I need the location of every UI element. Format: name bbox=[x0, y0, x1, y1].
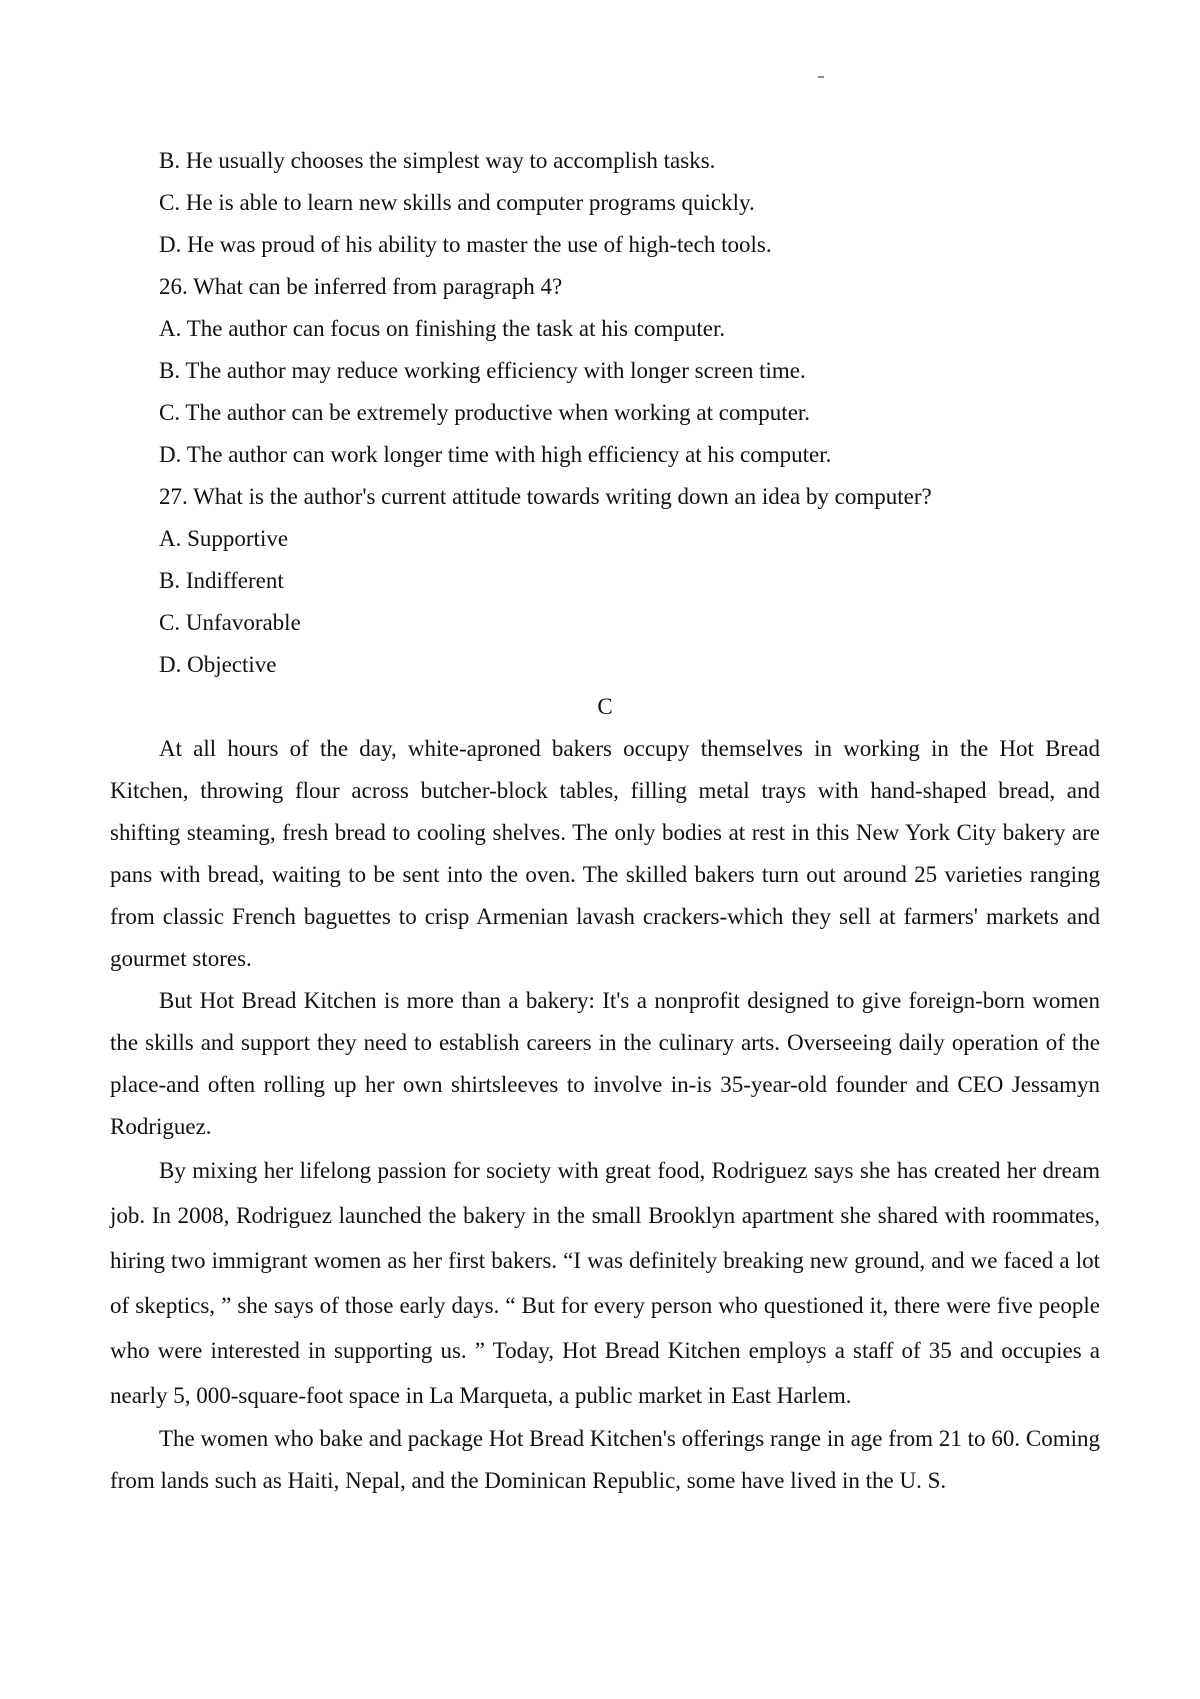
page-content bbox=[110, 140, 1100, 1502]
q26-option-b: B. The author may reduce working efficiency with longer screen time. bbox=[159, 358, 806, 383]
passage-section-letter: C bbox=[597, 694, 613, 719]
passage-paragraph-3: By mixing her lifelong passion for society with great food, Rodriguez says she has created her dream job. In 2008, Rodriguez launched the bakery in the small Brooklyn apartment she shared with roommates, hiring two immigrant women as her first bakers. “I was definitely breaking new ground, and we faced a lot of skeptics, ” she says of those early days. “ But for every person who questioned it, there were five people who were interested in supporting us. ” Today, Hot Bread Kitchen employs a staff of 35 and occupies a nearly 5, 000-square-foot space in La Marqueta, a public market in East Harlem. bbox=[110, 1158, 1100, 1408]
q27-stem: 27. What is the author's current attitude towards writing down an idea by computer? bbox=[159, 484, 932, 509]
q26-option-d: D. The author can work longer time with high efficiency at his computer. bbox=[159, 442, 832, 467]
q27-option-c: C. Unfavorable bbox=[159, 610, 301, 635]
q26-stem: 26. What can be inferred from paragraph 4? bbox=[159, 274, 563, 299]
scan-mark bbox=[818, 76, 824, 78]
passage-paragraph-4: The women who bake and package Hot Bread Kitchen's offerings range in age from 21 to 60. Coming from lands such as Haiti, Nepal, and the Dominican Republic, some have lived in the U. S. bbox=[110, 1426, 1100, 1493]
q27-option-d: D. Objective bbox=[159, 652, 277, 677]
q25-option-c: C. He is able to learn new skills and computer programs quickly. bbox=[159, 190, 755, 215]
q25-option-b: B. He usually chooses the simplest way to accomplish tasks. bbox=[159, 148, 716, 173]
passage-paragraph-2: But Hot Bread Kitchen is more than a bakery: It's a nonprofit designed to give foreign-born women the skills and support they need to establish careers in the culinary arts. Overseeing daily operation of the place-and often rolling up her own shirtsleeves to involve in-is 35-year-old founder and CEO Jessamyn Rodriguez. bbox=[110, 988, 1100, 1139]
passage-paragraph-1: At all hours of the day, white-aproned bakers occupy themselves in working in the Hot Bread Kitchen, throwing flour across butcher-block tables, filling metal trays with hand-shaped bread, and shifting steaming, fresh bread to cooling shelves. The only bodies at rest in this New York City bakery are pans with bread, waiting to be sent into the oven. The skilled bakers turn out around 25 varieties ranging from classic French baguettes to crisp Armenian lavash crackers-which they sell at farmers' markets and gourmet stores. bbox=[110, 736, 1100, 971]
q26-option-c: C. The author can be extremely productive when working at computer. bbox=[159, 400, 811, 425]
q27-option-a: A. Supportive bbox=[159, 526, 289, 551]
q27-option-b: B. Indifferent bbox=[159, 568, 284, 593]
q25-option-d: D. He was proud of his ability to master the use of high-tech tools. bbox=[159, 232, 772, 257]
q26-option-a: A. The author can focus on finishing the task at his computer. bbox=[159, 316, 726, 341]
